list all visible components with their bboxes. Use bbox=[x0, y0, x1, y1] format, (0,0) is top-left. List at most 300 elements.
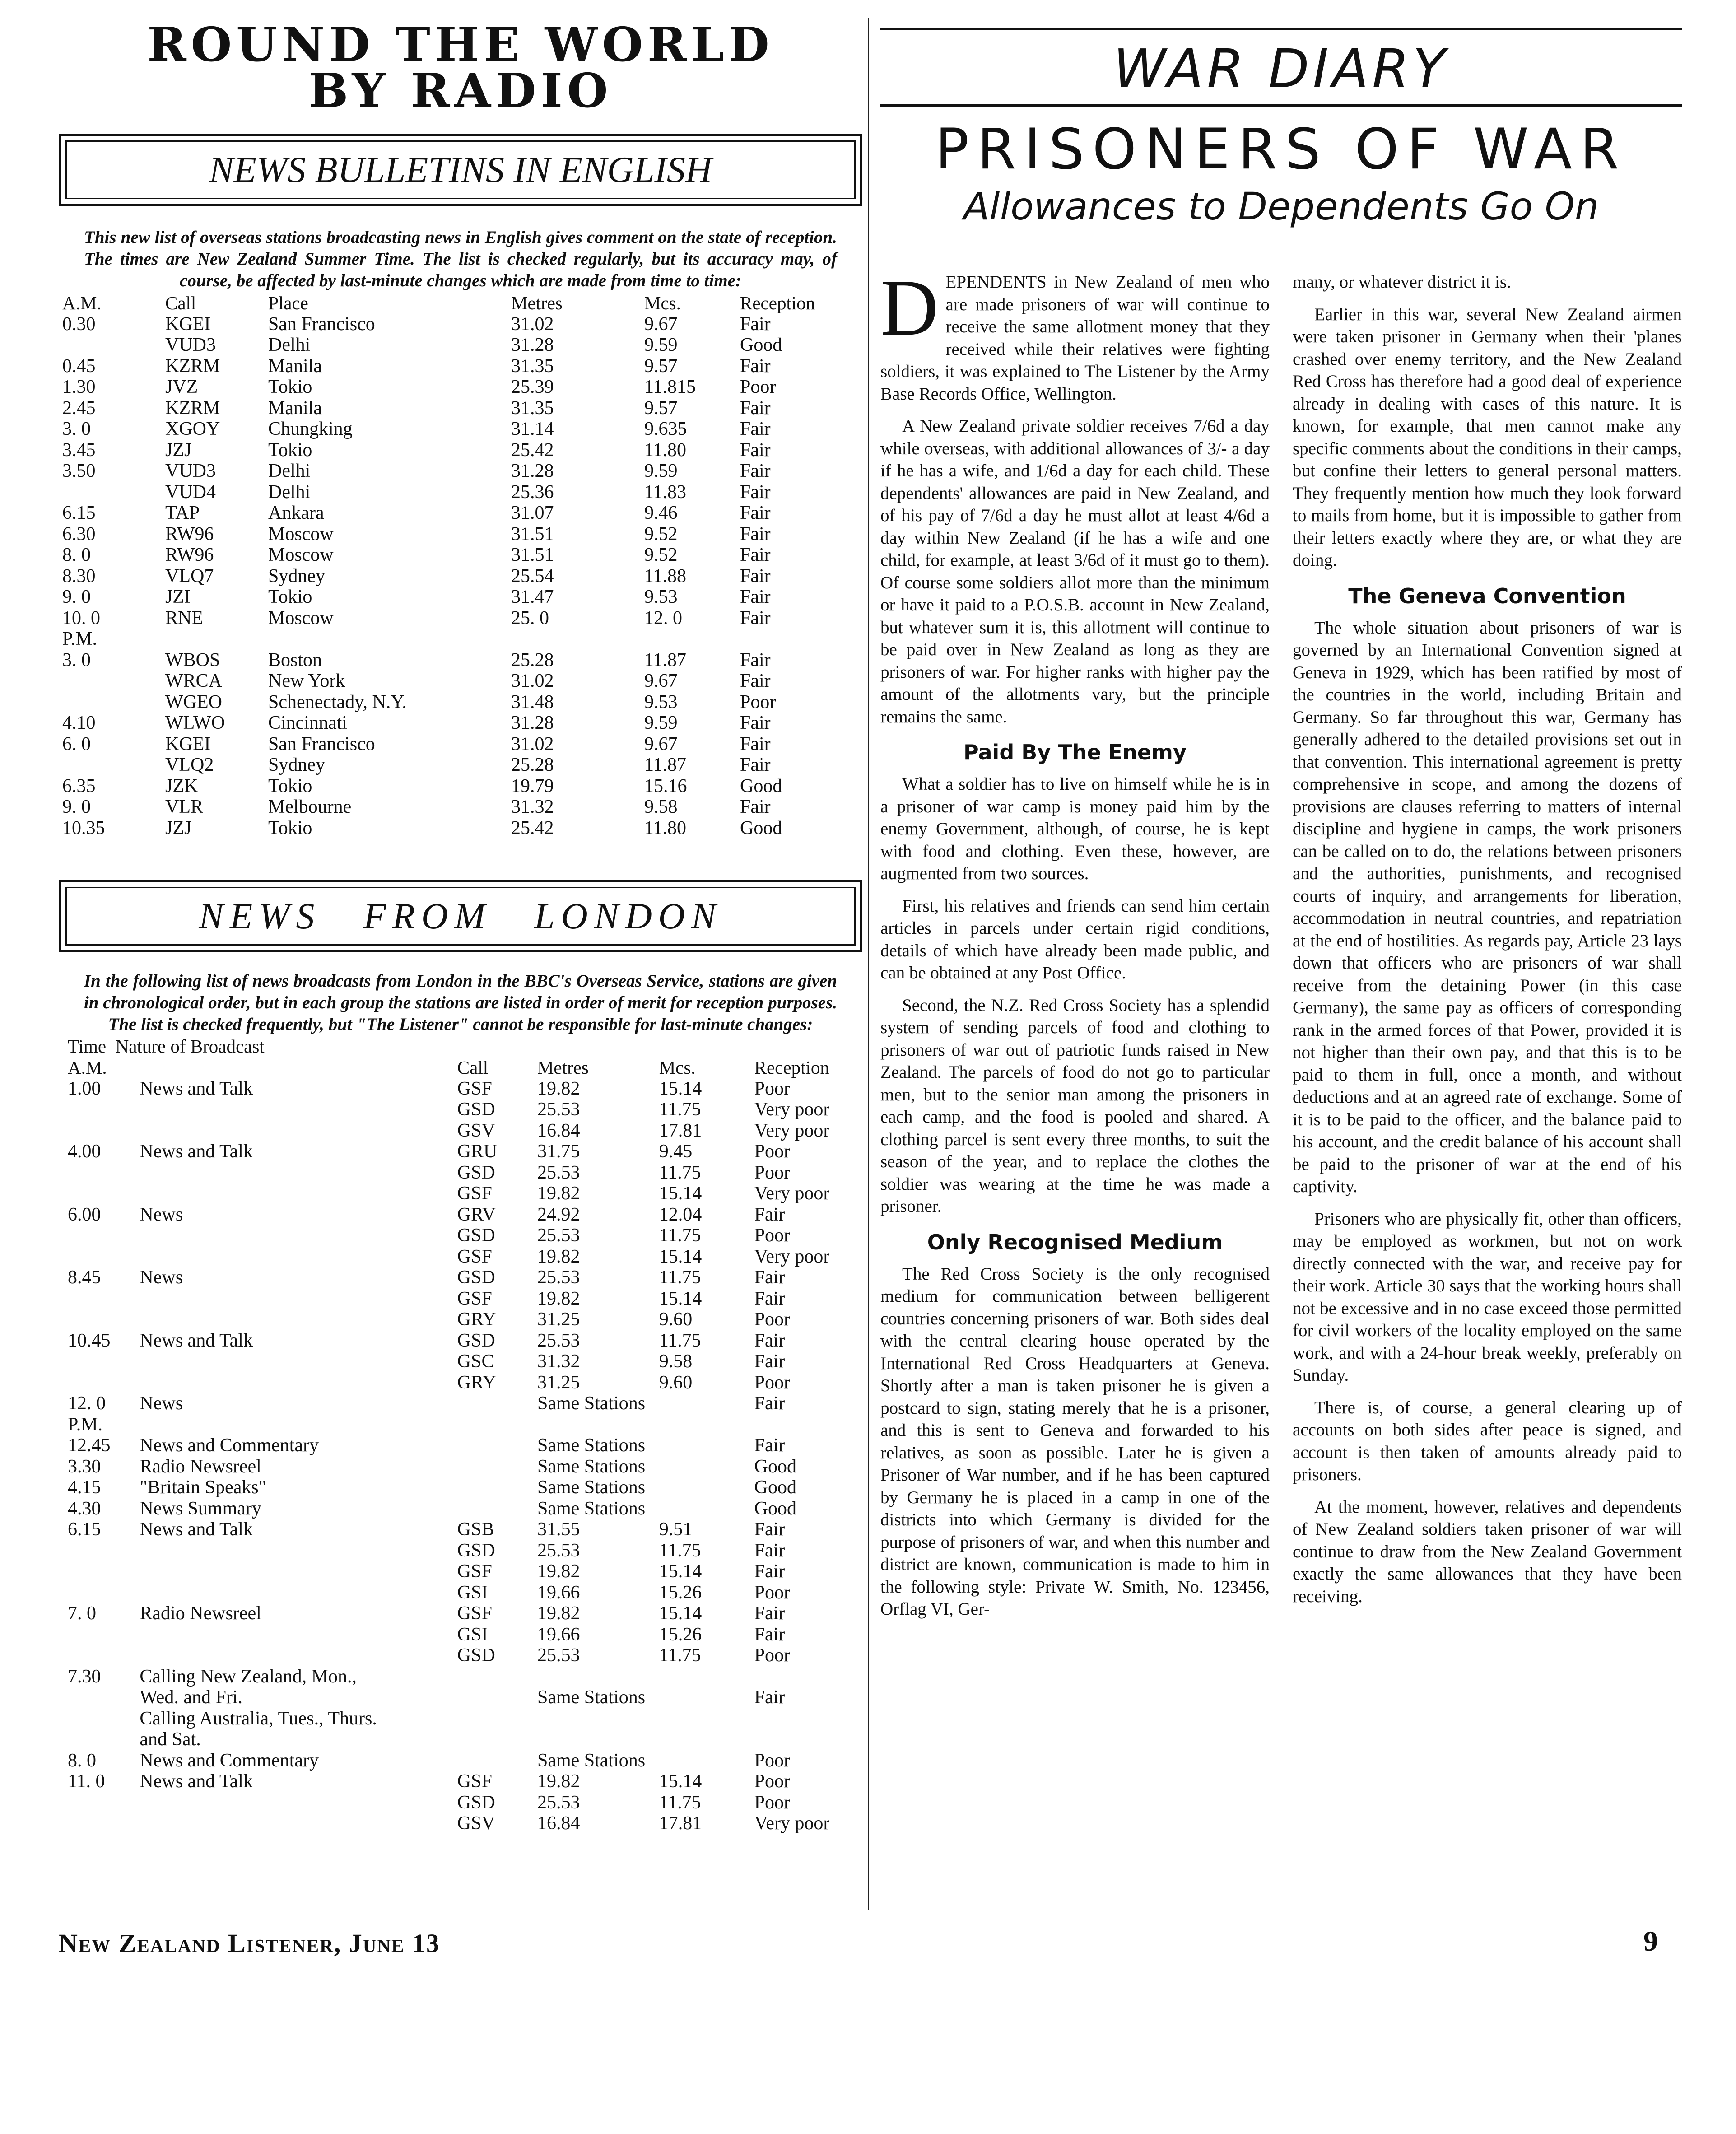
table-cell: Good bbox=[754, 1477, 796, 1498]
table-cell: 25.28 bbox=[511, 649, 554, 671]
table-cell: RW96 bbox=[165, 523, 214, 545]
table-row bbox=[68, 1666, 862, 1687]
table-cell: 7. 0 bbox=[68, 1603, 96, 1624]
article-column-2 bbox=[1293, 271, 1682, 1617]
table-cell: 11.83 bbox=[644, 481, 686, 503]
bulletins-heading-box bbox=[59, 134, 862, 206]
table-cell: GRY bbox=[457, 1372, 497, 1393]
table-cell: 11.75 bbox=[659, 1267, 701, 1288]
table-cell: XGOY bbox=[165, 419, 220, 439]
table-cell: Fair bbox=[740, 649, 771, 671]
table-cell: VUD4 bbox=[165, 481, 216, 503]
bulletins-column-header: Place bbox=[268, 293, 308, 313]
table-cell: JZJ bbox=[165, 439, 192, 461]
table-cell: News and Talk bbox=[140, 1141, 253, 1162]
table-cell bbox=[659, 1666, 754, 1687]
table-row bbox=[68, 1330, 862, 1351]
subhead-geneva-convention: The Geneva Convention bbox=[1348, 583, 1626, 608]
table-cell: 11.87 bbox=[644, 755, 686, 775]
table-cell: Sydney bbox=[268, 565, 325, 587]
subhead-paid-by-enemy: Paid By The Enemy bbox=[963, 740, 1187, 764]
table-row bbox=[62, 797, 844, 818]
table-cell: Fair bbox=[740, 797, 771, 817]
table-cell: 19.82 bbox=[537, 1561, 580, 1582]
table-cell: 31.51 bbox=[511, 523, 554, 545]
table-cell: Poor bbox=[754, 1162, 790, 1183]
table-row bbox=[62, 482, 844, 503]
table-row bbox=[68, 1477, 862, 1498]
table-cell bbox=[659, 1477, 754, 1498]
table-cell: Fair bbox=[754, 1540, 785, 1561]
table-cell: 11.75 bbox=[659, 1162, 701, 1183]
table-cell: 10. 0 bbox=[62, 607, 100, 629]
paragraph: At the moment, however, relatives and dependents of New Zealand soldiers taken prisoner of war will continue to draw from the New Zealand Government exactly the same allowances that they have been receiving. bbox=[1293, 1497, 1682, 1606]
bulletins-intro: This new list of overseas stations broadcasting news in English gives comment on the state of reception. The times are New Zealand Summer Time. The list is checked regularly, but its accuracy may, of course, be affected by last-minute changes which are made from time to time: bbox=[84, 228, 837, 290]
table-cell bbox=[62, 692, 165, 713]
table-cell: GSF bbox=[457, 1603, 492, 1624]
bulletins-column-header: Reception bbox=[740, 293, 815, 313]
table-cell: 25.54 bbox=[511, 565, 554, 587]
table-cell bbox=[457, 1729, 537, 1750]
table-row bbox=[68, 1099, 862, 1120]
bulletins-table bbox=[62, 293, 844, 839]
table-cell: News and Talk bbox=[140, 1330, 253, 1351]
table-cell: Good bbox=[740, 817, 782, 839]
table-cell bbox=[537, 1414, 659, 1435]
table-cell: Radio Newsreel bbox=[140, 1603, 261, 1624]
table-cell: 25.53 bbox=[537, 1645, 580, 1666]
table-cell: VUD3 bbox=[165, 461, 216, 481]
table-row bbox=[62, 503, 844, 524]
table-cell: KZRM bbox=[165, 355, 220, 377]
table-cell bbox=[62, 671, 165, 692]
table-row bbox=[68, 1729, 862, 1750]
bulletins-column-header: Call bbox=[165, 293, 196, 313]
table-cell: Poor bbox=[754, 1645, 790, 1666]
table-cell bbox=[511, 629, 644, 650]
table-row bbox=[68, 1498, 862, 1519]
table-cell: Fair bbox=[754, 1288, 785, 1309]
table-cell: 25.42 bbox=[511, 817, 554, 839]
table-cell: 4.30 bbox=[68, 1498, 101, 1519]
table-cell: Schenectady, N.Y. bbox=[268, 691, 407, 713]
london-header-row bbox=[68, 1057, 862, 1078]
headline: PRISONERS OF WAR bbox=[935, 117, 1627, 182]
table-cell: 9.53 bbox=[644, 587, 678, 607]
table-cell: 11.80 bbox=[644, 817, 686, 839]
table-cell: Ankara bbox=[268, 503, 324, 523]
table-cell: 31.32 bbox=[537, 1351, 580, 1372]
table-cell: Good bbox=[754, 1456, 796, 1477]
table-cell: WBOS bbox=[165, 649, 220, 671]
table-cell bbox=[140, 1225, 457, 1246]
table-cell: WLWO bbox=[165, 713, 225, 733]
table-row bbox=[68, 1309, 862, 1330]
table-cell bbox=[659, 1687, 754, 1708]
table-cell: Same Stations bbox=[537, 1393, 646, 1414]
table-cell: 7.30 bbox=[68, 1666, 101, 1687]
table-cell bbox=[62, 755, 165, 776]
table-cell: Poor bbox=[754, 1750, 790, 1771]
table-row bbox=[68, 1540, 862, 1561]
table-cell: 8. 0 bbox=[62, 545, 91, 565]
table-cell: 6.35 bbox=[62, 775, 96, 797]
table-cell: 9.59 bbox=[644, 713, 678, 733]
table-cell: 15.14 bbox=[659, 1288, 702, 1309]
table-cell bbox=[62, 335, 165, 356]
table-cell: Tokio bbox=[268, 377, 312, 397]
table-cell: 9.67 bbox=[644, 313, 678, 335]
london-column-header bbox=[140, 1057, 457, 1078]
table-cell: 19.66 bbox=[537, 1582, 580, 1603]
war-diary-title: WAR DIARY bbox=[1113, 37, 1449, 100]
table-cell: 11.87 bbox=[644, 649, 686, 671]
table-cell: KGEI bbox=[165, 313, 211, 335]
table-cell: 9. 0 bbox=[62, 587, 91, 607]
table-cell: 6.15 bbox=[68, 1519, 101, 1540]
table-cell: Fair bbox=[740, 355, 771, 377]
table-cell: 31.75 bbox=[537, 1141, 580, 1162]
table-cell: 11. 0 bbox=[68, 1771, 105, 1792]
table-cell: 12.04 bbox=[659, 1204, 702, 1225]
table-cell: Boston bbox=[268, 649, 322, 671]
table-cell bbox=[659, 1393, 754, 1414]
table-cell: Fair bbox=[740, 397, 771, 419]
table-row bbox=[68, 1771, 862, 1792]
table-cell: VLQ2 bbox=[165, 755, 214, 775]
table-cell: 31.28 bbox=[511, 461, 554, 481]
table-cell: Same Stations bbox=[537, 1498, 646, 1519]
table-cell: 0.45 bbox=[62, 355, 96, 377]
paragraph: Earlier in this war, several New Zealand airmen were taken prisoner in Germany when their 'planes crashed over enemy territory, and the New Zealand Red Cross has therefore had a good deal of experience already in dealing with cases of this nature. It is known, for example, that men cannot make any specific comments about the conditions in their camps, but confine their letters to general personal matters. They frequently mention how much they look forward to mails from home, but it is impossible to gather from their letters exactly where they are, or what they are doing. bbox=[1293, 304, 1682, 570]
table-cell: Fair bbox=[740, 733, 771, 755]
table-cell bbox=[68, 1645, 140, 1666]
bulletins-header-row bbox=[62, 293, 844, 314]
london-header-line: Time Nature of Broadcast bbox=[68, 1036, 265, 1057]
table-cell: 3. 0 bbox=[62, 419, 91, 439]
table-cell: 1.00 bbox=[68, 1078, 101, 1099]
table-cell: 2.45 bbox=[62, 397, 96, 419]
table-cell bbox=[68, 1246, 140, 1267]
table-cell bbox=[659, 1708, 754, 1729]
table-cell: Poor bbox=[754, 1078, 790, 1099]
table-cell: 25.42 bbox=[511, 439, 554, 461]
table-cell bbox=[754, 1414, 862, 1435]
table-cell: 4.00 bbox=[68, 1141, 101, 1162]
table-cell: News bbox=[140, 1267, 183, 1288]
table-cell: 0.30 bbox=[62, 313, 96, 335]
table-cell: 9.46 bbox=[644, 503, 678, 523]
table-row bbox=[62, 545, 844, 566]
table-cell bbox=[68, 1540, 140, 1561]
table-cell: Fair bbox=[740, 671, 771, 691]
table-cell: 4.10 bbox=[62, 713, 96, 733]
table-row bbox=[62, 650, 844, 671]
table-cell: 6. 0 bbox=[62, 733, 91, 755]
paragraph: Prisoners who are physically fit, other than officers, may be employed as workmen, but not on work directly connected with the war, and receive pay for their work. Article 30 says that the working hours shall not be excessive and in no case exceed those permitted for civil workers of the locality employed on the same work, and with a 24-hour break weekly, preferably on Sunday. bbox=[1293, 1209, 1682, 1385]
table-cell: P.M. bbox=[68, 1414, 103, 1435]
table-cell: 15.14 bbox=[659, 1561, 702, 1582]
table-cell: 19.82 bbox=[537, 1603, 580, 1624]
table-cell: 9.67 bbox=[644, 733, 678, 755]
table-cell: 31.25 bbox=[537, 1309, 580, 1330]
table-cell: 3.45 bbox=[62, 439, 96, 461]
table-row bbox=[68, 1456, 862, 1477]
table-cell: 11.75 bbox=[659, 1330, 701, 1351]
table-cell: News and Commentary bbox=[140, 1435, 319, 1456]
table-cell: 31.35 bbox=[511, 355, 554, 377]
london-column-header: Reception bbox=[754, 1057, 829, 1078]
table-cell: 9.67 bbox=[644, 671, 678, 691]
table-cell: TAP bbox=[165, 503, 200, 523]
table-cell bbox=[62, 482, 165, 503]
war-diary-top-rule bbox=[880, 28, 1682, 36]
table-cell: 9.57 bbox=[644, 355, 678, 377]
table-cell: News and Talk bbox=[140, 1078, 253, 1099]
table-cell bbox=[659, 1414, 754, 1435]
subheadline: Allowances to Dependents Go On bbox=[963, 184, 1599, 228]
table-row bbox=[68, 1813, 862, 1834]
table-row bbox=[62, 440, 844, 461]
table-cell: Delhi bbox=[268, 481, 311, 503]
title-line-1: ROUND THE WORLD bbox=[147, 17, 774, 72]
table-cell: Fair bbox=[740, 607, 771, 629]
table-cell: Manila bbox=[268, 355, 322, 377]
table-cell bbox=[140, 1813, 457, 1834]
table-cell: JZJ bbox=[165, 817, 192, 839]
table-cell: Wed. and Fri. bbox=[140, 1687, 242, 1708]
table-cell: GSV bbox=[457, 1120, 495, 1141]
table-cell: Poor bbox=[740, 691, 776, 713]
table-cell: 15.14 bbox=[659, 1246, 702, 1267]
table-cell: 9.59 bbox=[644, 461, 678, 481]
table-cell: GSD bbox=[457, 1645, 495, 1666]
table-cell: New York bbox=[268, 671, 345, 691]
table-cell: Poor bbox=[754, 1792, 790, 1813]
table-row bbox=[62, 419, 844, 440]
paragraph: The whole situation about prisoners of war is governed by an International Convention signed at Geneva in 1929, which has been ratified by most of the countries in the world, including Britain and Germany. So far throughout this war, Germany has generally adhered to the detailed provisions set out in that convention. This international agreement is pretty comprehensive in scope, and among the dozens of provisions are clauses referring to matters of internal discipline and hygiene in camps, the work prisoners can be called on to do, the relations between prisoners and the authorities, punishments, and recognised courts of inquiry, and arrangements for liberation, accommodation in neutral countries, and repatriation at the end of hostilities. As regards pay, Article 23 lays down that officers who are prisoners of war shall receive from the detaining Power (in this case Germany), the same pay as officers of corresponding rank in the armed forces of that Power, provided it is not higher than their own pay, and that this is to be paid to them in full, once a month, and without deductions and at an agreed rate of exchange. Some of it is to be paid to the officer, and the balance paid to his account, and the credit balance of his account shall be paid to the prisoner of war at the end of his captivity. bbox=[1293, 618, 1682, 1196]
table-cell bbox=[140, 1792, 457, 1813]
table-row bbox=[68, 1078, 862, 1100]
table-cell: 15.14 bbox=[659, 1771, 702, 1792]
table-cell: News bbox=[140, 1204, 183, 1225]
table-row bbox=[62, 608, 844, 629]
table-cell: Delhi bbox=[268, 461, 311, 481]
table-cell: Fair bbox=[754, 1561, 785, 1582]
table-cell: 10.45 bbox=[68, 1330, 111, 1351]
table-cell: 25.53 bbox=[537, 1792, 580, 1813]
table-cell: GSI bbox=[457, 1582, 488, 1603]
table-cell: 3.30 bbox=[68, 1456, 101, 1477]
table-cell: 9.51 bbox=[659, 1519, 693, 1540]
table-cell: Very poor bbox=[754, 1120, 830, 1141]
table-cell bbox=[740, 629, 844, 650]
paragraph-text: EPENDENTS in New Zealand of men who are made prisoners of war will continue to receive the same allotment money that they received while their relatives were fighting soldiers, it was explained to The Listener by the Army Base Records Office, Wellington. bbox=[880, 272, 1270, 404]
table-cell bbox=[68, 1561, 140, 1582]
table-row bbox=[62, 629, 844, 650]
table-row bbox=[68, 1645, 862, 1666]
title-line-2: BY RADIO bbox=[308, 63, 613, 118]
table-cell bbox=[457, 1456, 537, 1477]
table-cell: VUD3 bbox=[165, 335, 216, 355]
table-cell: JZK bbox=[165, 775, 198, 797]
table-cell: Fair bbox=[740, 313, 771, 335]
table-cell bbox=[68, 1288, 140, 1309]
table-row bbox=[68, 1624, 862, 1645]
paragraph: First, his relatives and friends can send him certain articles in parcels under certain rigid conditions, details of which have already been made public, and can be obtained at any Post Office. bbox=[880, 896, 1270, 983]
table-cell bbox=[140, 1288, 457, 1309]
table-cell: Fair bbox=[740, 565, 771, 587]
table-cell: JVZ bbox=[165, 377, 198, 397]
table-cell bbox=[68, 1372, 140, 1393]
table-cell: Poor bbox=[754, 1771, 790, 1792]
table-cell bbox=[140, 1099, 457, 1120]
table-cell: GSC bbox=[457, 1351, 494, 1372]
table-cell: RNE bbox=[165, 607, 203, 629]
table-cell: 15.26 bbox=[659, 1624, 702, 1645]
bulletins-column-header: Mcs. bbox=[644, 293, 681, 313]
table-cell bbox=[659, 1729, 754, 1750]
table-cell: 8. 0 bbox=[68, 1750, 96, 1771]
table-row bbox=[62, 587, 844, 608]
table-cell bbox=[68, 1708, 140, 1729]
table-cell bbox=[68, 1225, 140, 1246]
table-cell bbox=[659, 1456, 754, 1477]
table-cell: 17.81 bbox=[659, 1813, 702, 1834]
table-cell bbox=[268, 629, 511, 650]
table-cell: 9.635 bbox=[644, 419, 687, 439]
table-row bbox=[68, 1225, 862, 1246]
table-cell bbox=[140, 1582, 457, 1603]
table-row bbox=[62, 734, 844, 755]
table-cell: 11.815 bbox=[644, 377, 696, 397]
table-cell bbox=[457, 1414, 537, 1435]
paragraph: Second, the N.Z. Red Cross Society has a splendid system of sending parcels of food and clothing to prisoners of war out of patriotic funds raised in New Zealand. The parcels of food do not go to particular men, but to the senior man among the prisoners in each camp, and the food is pooled and shared. A clothing parcel is sent every three months, to suit the season of the year, and to replace the clothes the soldier was wearing at the time he was made a prisoner. bbox=[880, 995, 1270, 1216]
table-cell bbox=[457, 1498, 537, 1519]
table-cell: GSF bbox=[457, 1246, 492, 1267]
table-cell: 11.75 bbox=[659, 1645, 701, 1666]
table-row bbox=[68, 1267, 862, 1288]
table-row bbox=[68, 1393, 862, 1414]
table-cell: Very poor bbox=[754, 1246, 830, 1267]
table-row bbox=[62, 461, 844, 482]
table-cell: GSF bbox=[457, 1288, 492, 1309]
table-cell bbox=[140, 1246, 457, 1267]
table-cell: 25.53 bbox=[537, 1267, 580, 1288]
paragraph bbox=[880, 263, 1270, 405]
table-cell bbox=[754, 1708, 862, 1729]
table-cell: 31.35 bbox=[511, 397, 554, 419]
table-cell: Fair bbox=[754, 1330, 785, 1351]
table-row bbox=[68, 1561, 862, 1582]
table-cell: News and Commentary bbox=[140, 1750, 319, 1771]
table-cell: 31.32 bbox=[511, 797, 554, 817]
table-cell: Good bbox=[754, 1498, 796, 1519]
footer-masthead: New Zealand Listener, June 13 bbox=[59, 1929, 440, 1958]
table-cell: Fair bbox=[754, 1267, 785, 1288]
table-cell: P.M. bbox=[62, 629, 98, 649]
table-cell: 9. 0 bbox=[62, 797, 91, 817]
london-table bbox=[68, 1057, 862, 1834]
table-cell: KGEI bbox=[165, 733, 211, 755]
table-cell: 17.81 bbox=[659, 1120, 702, 1141]
table-cell: 15.16 bbox=[644, 775, 687, 797]
table-cell: News and Talk bbox=[140, 1519, 253, 1540]
table-cell bbox=[165, 629, 268, 650]
table-cell: Good bbox=[740, 335, 782, 355]
table-cell bbox=[68, 1687, 140, 1708]
table-cell: 9.58 bbox=[659, 1351, 693, 1372]
table-cell: GSV bbox=[457, 1813, 495, 1834]
subhead-only-recognised-medium: Only Recognised Medium bbox=[927, 1230, 1223, 1254]
table-cell bbox=[68, 1582, 140, 1603]
table-cell: 31.55 bbox=[537, 1519, 580, 1540]
table-cell: Poor bbox=[754, 1141, 790, 1162]
table-row bbox=[62, 566, 844, 587]
table-cell bbox=[457, 1750, 537, 1771]
table-cell: GSF bbox=[457, 1078, 492, 1099]
table-row bbox=[62, 335, 844, 356]
table-cell: Poor bbox=[754, 1582, 790, 1603]
table-cell: 15.26 bbox=[659, 1582, 702, 1603]
table-cell: Calling New Zealand, Mon., bbox=[140, 1666, 357, 1687]
table-cell: 6.15 bbox=[62, 503, 96, 523]
table-row bbox=[62, 692, 844, 713]
table-cell: GSF bbox=[457, 1561, 492, 1582]
table-row bbox=[68, 1204, 862, 1225]
table-cell: GSB bbox=[457, 1519, 494, 1540]
table-cell: Fair bbox=[740, 523, 771, 545]
table-cell: "Britain Speaks" bbox=[140, 1477, 266, 1498]
table-cell: GSD bbox=[457, 1792, 495, 1813]
table-row bbox=[68, 1582, 862, 1603]
table-cell: 9.57 bbox=[644, 397, 678, 419]
london-column-header: A.M. bbox=[68, 1057, 107, 1078]
table-cell bbox=[140, 1540, 457, 1561]
table-cell: 11.75 bbox=[659, 1225, 701, 1246]
table-cell: Fair bbox=[754, 1624, 785, 1645]
table-cell: GSD bbox=[457, 1540, 495, 1561]
table-row bbox=[68, 1414, 862, 1435]
table-cell: 25.53 bbox=[537, 1099, 580, 1120]
london-heading-box bbox=[59, 880, 862, 952]
table-cell: 25.36 bbox=[511, 481, 554, 503]
table-cell: Cincinnati bbox=[268, 713, 347, 733]
table-cell bbox=[754, 1729, 862, 1750]
table-row bbox=[68, 1120, 862, 1142]
table-cell: 9.58 bbox=[644, 797, 678, 817]
table-cell: Same Stations bbox=[537, 1435, 646, 1456]
table-cell: 9.59 bbox=[644, 335, 678, 355]
table-cell: News Summary bbox=[140, 1498, 261, 1519]
table-cell: Fair bbox=[754, 1204, 785, 1225]
table-cell: Sydney bbox=[268, 755, 325, 775]
table-row bbox=[62, 776, 844, 797]
table-cell: GRY bbox=[457, 1309, 497, 1330]
table-cell: Fair bbox=[740, 545, 771, 565]
table-cell bbox=[754, 1666, 862, 1687]
table-cell: Melbourne bbox=[268, 797, 352, 817]
table-cell: VLQ7 bbox=[165, 565, 214, 587]
table-cell: Fair bbox=[754, 1351, 785, 1372]
bulletins-heading: NEWS BULLETINS IN ENGLISH bbox=[65, 140, 856, 199]
table-cell: RW96 bbox=[165, 545, 214, 565]
table-cell: GSI bbox=[457, 1624, 488, 1645]
table-cell: 8.30 bbox=[62, 565, 96, 587]
table-cell bbox=[537, 1729, 659, 1750]
table-cell bbox=[537, 1708, 659, 1729]
table-cell: Fair bbox=[754, 1435, 785, 1456]
